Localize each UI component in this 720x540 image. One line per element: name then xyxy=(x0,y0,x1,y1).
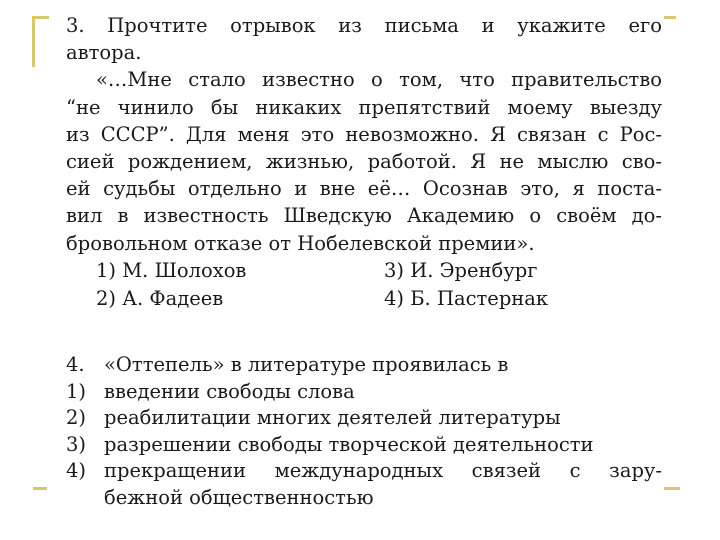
q4-option-number: 2) xyxy=(66,406,87,430)
question-4 xyxy=(66,352,662,512)
frame-dash-top-right xyxy=(664,16,676,19)
q4-option xyxy=(66,432,662,459)
q3-line: «…Мне стало известно о том, что правительство xyxy=(96,68,662,92)
frame-dash-bottom-right xyxy=(664,487,680,490)
q3-answers-row xyxy=(66,257,662,285)
q4-question-text: «Оттепель» в литературе проявилась в xyxy=(104,353,509,376)
q3-line: вил в известность Шведскую Академию о своём до- xyxy=(66,204,662,228)
q4-option-text: разрешении свободы творческой деятельности xyxy=(104,432,594,456)
q4-option-text: реабилитации многих деятелей литературы xyxy=(104,406,561,430)
q4-option xyxy=(66,458,662,485)
frame-dash-bottom-left xyxy=(33,487,47,490)
q4-question xyxy=(66,352,662,379)
q4-option-continuation xyxy=(66,485,662,512)
q4-option-number: 3) xyxy=(66,432,87,456)
q3-answers-row xyxy=(66,285,662,313)
q4-option-text: введении свободы слова xyxy=(104,379,355,403)
q3-answer-option: 4) Б. Пастернак xyxy=(384,286,549,310)
q3-line: из СССР”. Для меня это невозможно. Я связан с Рос- xyxy=(66,122,662,146)
q4-number: 4. xyxy=(66,353,85,376)
q4-option-continuation-text: бежной общественностью xyxy=(104,485,374,509)
q3-line: ей судьбы отдельно и вне её… Осознав это, я поста- xyxy=(66,177,662,201)
q3-answer-option: 3) И. Эренбург xyxy=(384,258,538,282)
q4-option xyxy=(66,405,662,432)
q4-option-number: 4) xyxy=(66,459,87,483)
q4-option-number: 1) xyxy=(66,379,87,403)
q3-line: 3. Прочтите отрывок из письма и укажите его xyxy=(66,14,662,37)
q3-line: автора. xyxy=(66,41,142,65)
q3-answer-option: 1) М. Шолохов xyxy=(96,258,247,282)
q3-line: сией рождением, жизнью, работой. Я не мыслю сво- xyxy=(66,150,662,174)
q4-option xyxy=(66,379,662,406)
q3-line: “не чинило бы никаких препятствий моему выезду xyxy=(66,95,662,119)
question-3 xyxy=(66,12,662,313)
q4-option-text: прекращении международных связей с зару- xyxy=(104,459,662,483)
q3-line: бровольном отказе от Нобелевской премии». xyxy=(66,231,535,255)
q3-answer-option: 2) А. Фадеев xyxy=(96,286,224,310)
frame-corner-top-left xyxy=(32,16,49,67)
